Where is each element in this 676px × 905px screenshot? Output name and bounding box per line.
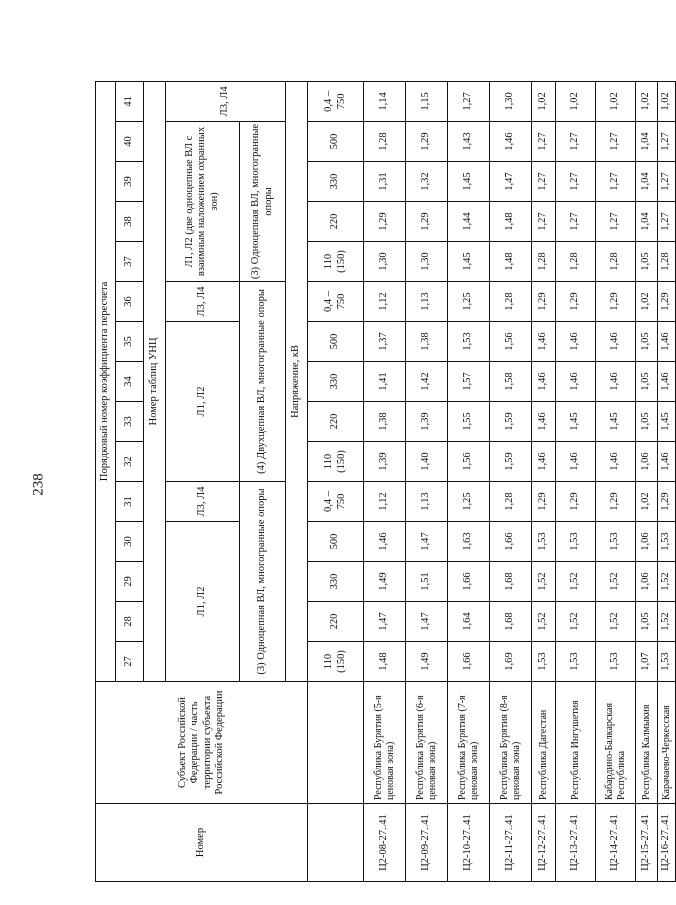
row-subject: Республика Бурятия (7-я ценовая зона) <box>448 682 490 804</box>
coefficient-cell: 1,27 <box>556 202 596 242</box>
coefficient-cell: 1,27 <box>556 162 596 202</box>
coefficient-cell: 1,47 <box>490 162 532 202</box>
row-subject: Республика Бурятия (6-я ценовая зона) <box>406 682 448 804</box>
coefficient-cell: 1,45 <box>556 402 596 442</box>
coefficient-cell: 1,12 <box>364 282 406 322</box>
coefficient-cell: 1,30 <box>406 242 448 282</box>
row-subject: Республика Дагестан <box>532 682 556 804</box>
coefficient-cell: 1,52 <box>556 602 596 642</box>
coefficient-cell: 1,69 <box>490 642 532 682</box>
coefficient-cell: 1,57 <box>448 362 490 402</box>
coefficient-cell: 1,29 <box>556 482 596 522</box>
blank-cell <box>308 682 364 804</box>
header-unc-title: Номер таблиц УНЦ <box>144 81 166 681</box>
coefficient-cell: 1,53 <box>532 522 556 562</box>
coefficient-cell: 1,47 <box>406 602 448 642</box>
row-subject: Кабардино-Балкарская Республика <box>596 682 636 804</box>
coefficient-cell: 1,48 <box>490 242 532 282</box>
voltage-cell: 220 <box>308 402 364 442</box>
coefficient-cell: 1,12 <box>364 482 406 522</box>
column-number-cell: 37 <box>116 242 144 282</box>
column-number-cell: 38 <box>116 202 144 242</box>
voltage-cell: 330 <box>308 162 364 202</box>
coefficient-cell: 1,27 <box>596 202 636 242</box>
row-subject: Республика Бурятия (5-я ценовая зона) <box>364 682 406 804</box>
coefficient-cell: 1,27 <box>658 162 676 202</box>
coefficient-cell: 1,02 <box>636 81 658 121</box>
group-l1l2-b: Л1, Л2 <box>166 322 240 482</box>
coefficient-cell: 1,46 <box>658 442 676 482</box>
coefficient-cell: 1,43 <box>448 122 490 162</box>
coefficient-cell: 1,53 <box>556 642 596 682</box>
coefficient-cell: 1,32 <box>406 162 448 202</box>
header-subject: Субъект Российской Федерации / часть территории субъекта Российской Федерации <box>96 682 308 804</box>
page-number: 238 <box>30 473 47 496</box>
voltage-cell: 0,4 – 750 <box>308 482 364 522</box>
coefficient-cell: 1,04 <box>636 122 658 162</box>
coefficient-cell: 1,29 <box>556 282 596 322</box>
coefficient-cell: 1,56 <box>490 322 532 362</box>
coefficient-cell: 1,51 <box>406 562 448 602</box>
coefficient-cell: 1,28 <box>490 482 532 522</box>
coefficient-cell: 1,29 <box>658 282 676 322</box>
row-code: Ц2-16-27..41 <box>658 804 676 882</box>
coefficient-cell: 1,05 <box>636 602 658 642</box>
coefficient-cell: 1,41 <box>364 362 406 402</box>
coefficient-cell: 1,45 <box>448 162 490 202</box>
coefficient-cell: 1,59 <box>490 442 532 482</box>
voltage-cell: 0,4 – 750 <box>308 282 364 322</box>
rotated-table-container <box>95 82 672 882</box>
coefficient-cell: 1,52 <box>532 602 556 642</box>
coefficient-cell: 1,29 <box>532 482 556 522</box>
coefficient-cell: 1,46 <box>532 442 556 482</box>
coefficient-cell: 1,06 <box>636 522 658 562</box>
coefficient-cell: 1,02 <box>556 81 596 121</box>
coefficient-cell: 1,46 <box>658 322 676 362</box>
column-number-cell: 32 <box>116 442 144 482</box>
column-number-cell: 35 <box>116 322 144 362</box>
coefficient-cell: 1,28 <box>658 242 676 282</box>
coefficient-cell: 1,45 <box>596 402 636 442</box>
coefficient-cell: 1,27 <box>532 202 556 242</box>
row-subject: Республика Бурятия (8-я ценовая зона) <box>490 682 532 804</box>
coefficient-cell: 1,27 <box>658 202 676 242</box>
column-number-cell: 31 <box>116 482 144 522</box>
coefficient-cell: 1,46 <box>596 322 636 362</box>
column-number-cell: 28 <box>116 602 144 642</box>
coefficient-cell: 1,28 <box>532 242 556 282</box>
coefficient-cell: 1,29 <box>406 202 448 242</box>
table-row <box>532 81 556 881</box>
group-l3l4-a: Л3, Л4 <box>166 482 240 522</box>
coefficient-cell: 1,52 <box>596 602 636 642</box>
voltage-row <box>308 81 364 881</box>
group-l1l2-c: Л1, Л2 (две одноцепные ВЛ с взаимным наложением охранных зон) <box>166 122 240 282</box>
coefficient-cell: 1,30 <box>490 81 532 121</box>
coefficient-cell: 1,37 <box>364 322 406 362</box>
coefficient-cell: 1,29 <box>596 282 636 322</box>
coefficient-cell: 1,27 <box>556 122 596 162</box>
column-number-cell: 27 <box>116 642 144 682</box>
coefficient-cell: 1,06 <box>636 562 658 602</box>
row-code: Ц2-11-27..41 <box>490 804 532 882</box>
coefficient-cell: 1,68 <box>490 562 532 602</box>
group-l1l2-a: Л1, Л2 <box>166 522 240 682</box>
column-number-cell: 39 <box>116 162 144 202</box>
coefficient-cell: 1,49 <box>364 562 406 602</box>
coefficient-cell: 1,29 <box>364 202 406 242</box>
coefficient-cell: 1,45 <box>448 242 490 282</box>
coefficient-cell: 1,29 <box>596 482 636 522</box>
coefficient-cell: 1,28 <box>556 242 596 282</box>
coefficient-cell: 1,46 <box>658 362 676 402</box>
voltage-cell: 220 <box>308 202 364 242</box>
coefficient-cell: 1,58 <box>490 362 532 402</box>
coefficient-cell: 1,48 <box>364 642 406 682</box>
coefficient-cell: 1,02 <box>532 81 556 121</box>
coefficient-cell: 1,39 <box>406 402 448 442</box>
column-number-cell: 29 <box>116 562 144 602</box>
row-code: Ц2-10-27..41 <box>448 804 490 882</box>
coefficient-cell: 1,06 <box>636 442 658 482</box>
voltage-cell: 220 <box>308 602 364 642</box>
row-code: Ц2-14-27..41 <box>596 804 636 882</box>
coefficient-cell: 1,27 <box>596 122 636 162</box>
coefficient-cell: 1,45 <box>658 402 676 442</box>
header-number: Номер <box>96 804 308 882</box>
coefficient-cell: 1,28 <box>596 242 636 282</box>
voltage-title: Напряжение, кВ <box>286 81 308 681</box>
table-row <box>364 81 406 881</box>
coefficient-cell: 1,64 <box>448 602 490 642</box>
row-code: Ц2-09-27..41 <box>406 804 448 882</box>
coefficient-cell: 1,05 <box>636 322 658 362</box>
coefficient-cell: 1,46 <box>556 322 596 362</box>
coefficient-cell: 1,02 <box>658 81 676 121</box>
coefficient-cell: 1,28 <box>364 122 406 162</box>
coefficient-cell: 1,53 <box>658 522 676 562</box>
coefficient-cell: 1,53 <box>596 522 636 562</box>
row-code: Ц2-12-27..41 <box>532 804 556 882</box>
coefficient-cell: 1,46 <box>490 122 532 162</box>
coefficient-cell: 1,15 <box>406 81 448 121</box>
line-type-a: (3) Одноцепная ВЛ, многогранные опоры <box>240 482 286 682</box>
coefficient-cell: 1,59 <box>490 402 532 442</box>
coefficient-cell: 1,66 <box>448 642 490 682</box>
header-coef-title: Порядковый номер коэффициента пересчета <box>96 81 116 681</box>
coefficient-cell: 1,66 <box>448 562 490 602</box>
coefficient-cell: 1,53 <box>448 322 490 362</box>
coefficient-cell: 1,46 <box>532 322 556 362</box>
row-subject: Карачаево-Черкесская <box>658 682 676 804</box>
coefficient-cell: 1,53 <box>532 642 556 682</box>
voltage-cell: 330 <box>308 562 364 602</box>
table-row <box>596 81 636 881</box>
column-number-cell: 30 <box>116 522 144 562</box>
voltage-cell: 110 (150) <box>308 442 364 482</box>
voltage-cell: 500 <box>308 122 364 162</box>
table-row <box>556 81 596 881</box>
column-number-cell: 40 <box>116 122 144 162</box>
coefficient-cell: 1,40 <box>406 442 448 482</box>
voltage-cell: 110 (150) <box>308 242 364 282</box>
coefficient-cell: 1,46 <box>596 362 636 402</box>
table-row <box>448 81 490 881</box>
coefficient-cell: 1,05 <box>636 362 658 402</box>
coefficient-cell: 1,39 <box>364 442 406 482</box>
line-type-c: (3) Одноцепная ВЛ, многогранные опоры <box>240 122 286 282</box>
coefficient-cell: 1,44 <box>448 202 490 242</box>
coefficient-cell: 1,48 <box>490 202 532 242</box>
coefficient-cell: 1,38 <box>406 322 448 362</box>
coefficient-cell: 1,05 <box>636 242 658 282</box>
coefficient-cell: 1,02 <box>636 282 658 322</box>
coefficient-cell: 1,14 <box>364 81 406 121</box>
coefficient-cell: 1,55 <box>448 402 490 442</box>
voltage-cell: 330 <box>308 362 364 402</box>
coefficient-cell: 1,52 <box>658 602 676 642</box>
coefficient-cell: 1,27 <box>532 122 556 162</box>
coefficient-cell: 1,27 <box>596 162 636 202</box>
coefficient-cell: 1,52 <box>556 562 596 602</box>
coefficient-cell: 1,07 <box>636 642 658 682</box>
coefficient-cell: 1,29 <box>532 282 556 322</box>
voltage-cell: 500 <box>308 522 364 562</box>
coefficient-cell: 1,68 <box>490 602 532 642</box>
coefficient-cell: 1,27 <box>658 122 676 162</box>
table-row <box>636 81 658 881</box>
coefficient-cell: 1,66 <box>490 522 532 562</box>
coefficient-cell: 1,30 <box>364 242 406 282</box>
coefficient-cell: 1,52 <box>532 562 556 602</box>
coefficient-cell: 1,04 <box>636 162 658 202</box>
column-number-cell: 33 <box>116 402 144 442</box>
coefficient-cell: 1,25 <box>448 482 490 522</box>
row-subject: Республика Калмыкия <box>636 682 658 804</box>
blank-cell <box>308 804 364 882</box>
coefficient-table <box>95 81 676 882</box>
coefficient-cell: 1,56 <box>448 442 490 482</box>
voltage-cell: 110 (150) <box>308 642 364 682</box>
coefficient-cell: 1,47 <box>406 522 448 562</box>
table-row <box>406 81 448 881</box>
voltage-cell: 500 <box>308 322 364 362</box>
table-row <box>658 81 676 881</box>
coefficient-cell: 1,02 <box>636 482 658 522</box>
coefficient-cell: 1,52 <box>658 562 676 602</box>
group-l3l4-c: Л3, Л4 <box>166 81 286 121</box>
coefficient-cell: 1,04 <box>636 202 658 242</box>
row-code: Ц2-08-27..41 <box>364 804 406 882</box>
coefficient-cell: 1,27 <box>532 162 556 202</box>
coefficient-cell: 1,63 <box>448 522 490 562</box>
coefficient-cell: 1,49 <box>406 642 448 682</box>
row-code: Ц2-13-27..41 <box>556 804 596 882</box>
coefficient-cell: 1,52 <box>596 562 636 602</box>
coefficient-cell: 1,53 <box>596 642 636 682</box>
coefficient-cell: 1,27 <box>448 81 490 121</box>
coefficient-cell: 1,05 <box>636 402 658 442</box>
coefficient-cell: 1,13 <box>406 282 448 322</box>
group-l3l4-b: Л3, Л4 <box>166 282 240 322</box>
coefficient-cell: 1,02 <box>596 81 636 121</box>
coefficient-cell: 1,46 <box>364 522 406 562</box>
coefficient-cell: 1,13 <box>406 482 448 522</box>
coefficient-cell: 1,46 <box>556 442 596 482</box>
coefficient-cell: 1,53 <box>556 522 596 562</box>
row-subject: Республика Ингушетия <box>556 682 596 804</box>
coefficient-cell: 1,28 <box>490 282 532 322</box>
coefficient-cell: 1,46 <box>556 362 596 402</box>
coefficient-cell: 1,42 <box>406 362 448 402</box>
column-number-cell: 41 <box>116 81 144 121</box>
coefficient-cell: 1,46 <box>532 402 556 442</box>
coefficient-cell: 1,29 <box>406 122 448 162</box>
coefficient-cell: 1,53 <box>658 642 676 682</box>
row-code: Ц2-15-27..41 <box>636 804 658 882</box>
voltage-cell: 0,4 – 750 <box>308 81 364 121</box>
coefficient-cell: 1,29 <box>658 482 676 522</box>
column-number-cell: 36 <box>116 282 144 322</box>
coefficient-cell: 1,31 <box>364 162 406 202</box>
column-number-cell: 34 <box>116 362 144 402</box>
coefficient-cell: 1,25 <box>448 282 490 322</box>
line-type-b: (4) Двухцепная ВЛ, многогранные опоры <box>240 282 286 482</box>
coefficient-cell: 1,46 <box>532 362 556 402</box>
coefficient-cell: 1,38 <box>364 402 406 442</box>
coefficient-cell: 1,46 <box>596 442 636 482</box>
coefficient-cell: 1,47 <box>364 602 406 642</box>
table-row <box>490 81 532 881</box>
